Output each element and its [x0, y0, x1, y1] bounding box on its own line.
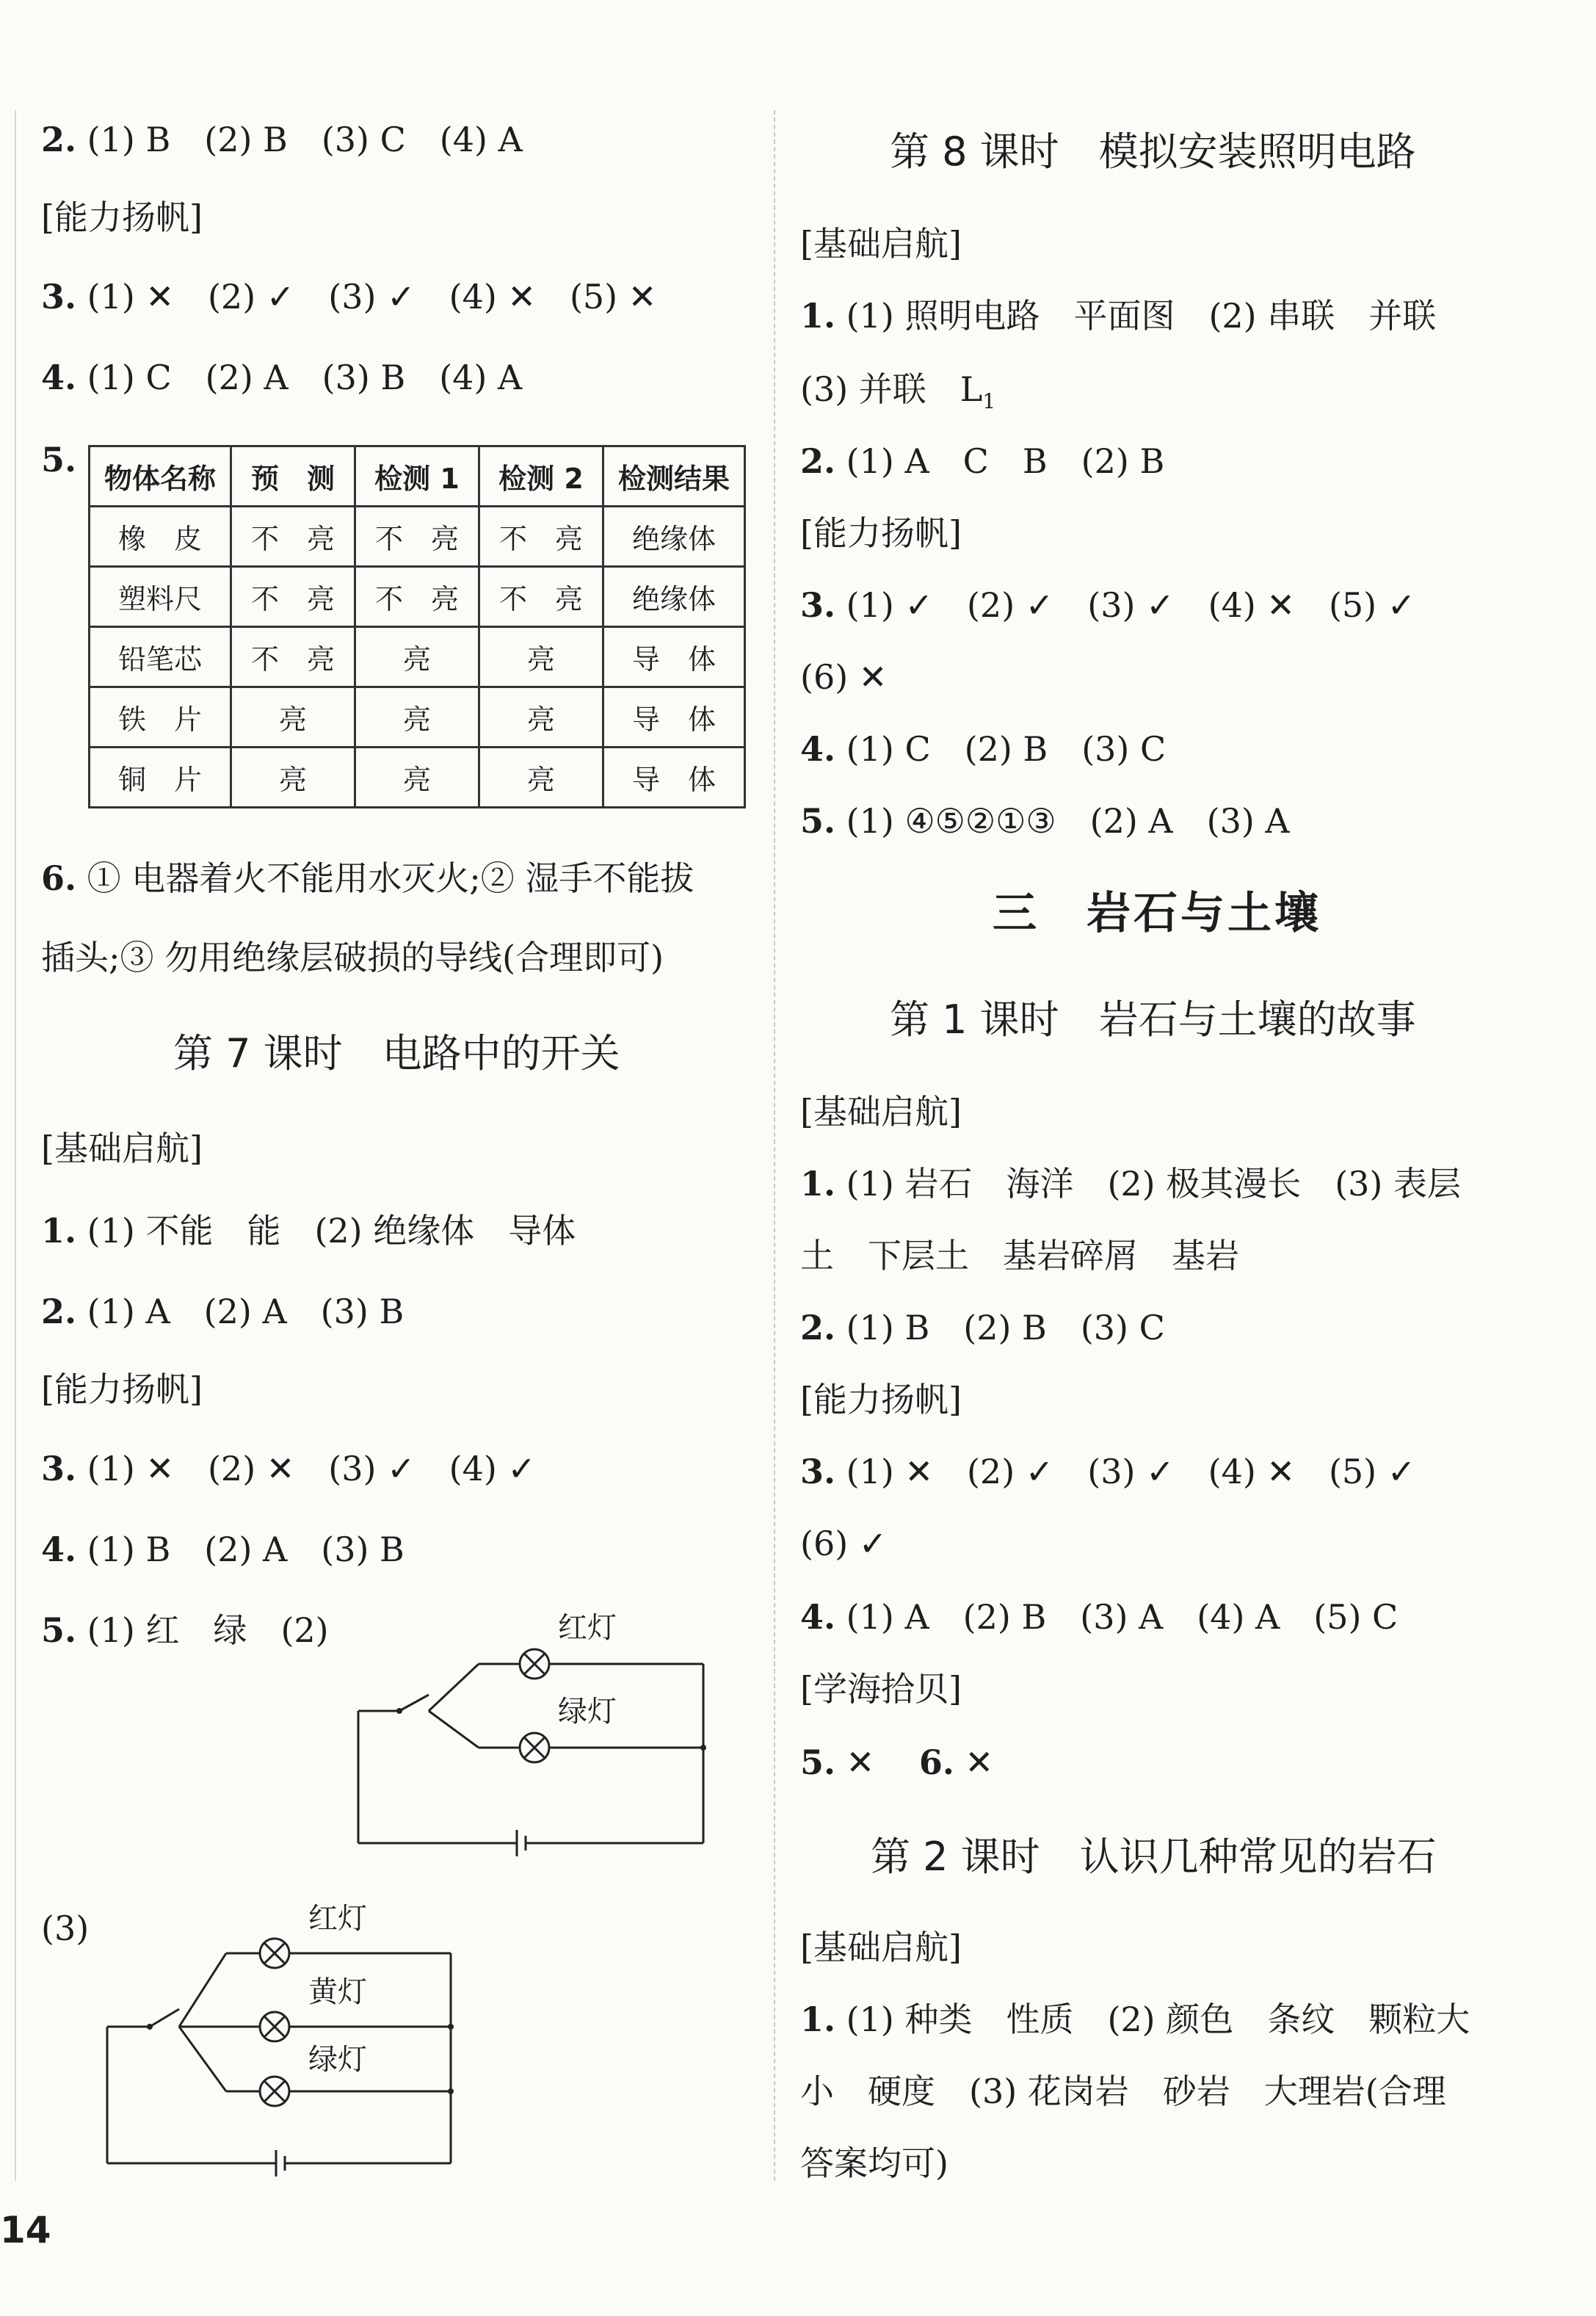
l8-answer-q4: 4. (1) C (2) B (3) C [800, 729, 1167, 769]
left-margin-line [15, 110, 16, 2181]
circuit-wire [179, 2027, 226, 2091]
table-cell: 橡 皮 [90, 507, 231, 567]
lesson-7-title: 第 7 课时 电路中的开关 [173, 1030, 620, 1076]
table-row [90, 627, 745, 687]
table-header: 检测 2 [479, 446, 603, 507]
table-cell: 亮 [479, 687, 603, 748]
lesson-2-title: 第 2 课时 认识几种常见的岩石 [871, 1834, 1437, 1880]
table-cell: 亮 [479, 748, 603, 808]
l7-answer-q5: 5. (1) 红 绿 (2) [41, 1610, 329, 1650]
lamp-label-green: 绿灯 [308, 2043, 367, 2077]
table-row [90, 507, 745, 567]
table-header: 检测结果 [603, 446, 745, 507]
lamp-label-green: 绿灯 [558, 1695, 617, 1729]
l8-answer-q3-line1: 3. (1) ✓ (2) ✓ (3) ✓ (4) ✕ (5) ✓ [800, 585, 1416, 625]
section-basic: [基础启航] [800, 224, 962, 264]
table-cell: 导 体 [603, 627, 745, 687]
u1-answer-q3-line2: (6) ✓ [800, 1524, 888, 1563]
table-cell: 不 亮 [231, 567, 355, 627]
answer-q4: 4. (1) C (2) A (3) B (4) A [41, 358, 523, 397]
table-cell: 亮 [231, 687, 355, 748]
u1-answer-q1-line2: 土 下层土 基岩碎屑 基岩 [800, 1236, 1239, 1275]
column-divider [774, 110, 775, 2181]
answer-q6-line2: 插头;③ 勿用绝缘层破损的导线(合理即可) [41, 938, 664, 977]
table-cell: 亮 [355, 687, 479, 748]
u1-answer-q4: 4. (1) A (2) B (3) A (4) A (5) C [800, 1597, 1399, 1637]
section-learn: [学海拾贝] [800, 1669, 962, 1709]
table-header-row [90, 446, 745, 507]
answer-q5-number: 5. [41, 440, 77, 480]
table-header: 物体名称 [90, 446, 231, 507]
lamp-label-red: 红灯 [308, 1902, 367, 1936]
table-row [90, 748, 745, 808]
table-cell: 绝缘体 [603, 507, 745, 567]
table-cell: 亮 [479, 627, 603, 687]
answer-q3: 3. (1) ✕ (2) ✓ (3) ✓ (4) ✕ (5) ✕ [41, 277, 657, 316]
u2-answer-q1-line2: 小 硬度 (3) 花岗岩 砂岩 大理岩(合理 [800, 2071, 1446, 2111]
u2-answer-q1-line1: 1. (1) 种类 性质 (2) 颜色 条纹 颗粒大 [800, 2000, 1470, 2039]
table-cell: 亮 [231, 748, 355, 808]
table-cell: 不 亮 [355, 567, 479, 627]
lamp-label-yellow: 黄灯 [308, 1975, 367, 2009]
table-cell: 不 亮 [231, 627, 355, 687]
lesson-1-title: 第 1 课时 岩石与土壤的故事 [890, 996, 1416, 1043]
section-basic: [基础启航] [41, 1129, 203, 1168]
u1-answer-q1-line1: 1. (1) 岩石 海洋 (2) 极其漫长 (3) 表层 [800, 1164, 1461, 1204]
lesson-8-title: 第 8 课时 模拟安装照明电路 [890, 129, 1416, 175]
unit-3-title: 三 岩石与土壤 [993, 888, 1321, 939]
circuit-wire [429, 1711, 479, 1748]
conductor-test-table [88, 445, 746, 808]
table-cell: 亮 [355, 627, 479, 687]
u2-answer-q1-line3: 答案均可) [800, 2143, 948, 2183]
circuit-diagram-two-lamps [352, 1608, 719, 1858]
section-ability: [能力扬帆] [41, 1369, 203, 1409]
table-header: 检测 1 [355, 446, 479, 507]
table-cell: 导 体 [603, 748, 745, 808]
section-basic: [基础启航] [800, 1092, 962, 1132]
table-cell: 导 体 [603, 687, 745, 748]
table-cell: 铜 片 [90, 748, 231, 808]
circuit-diagram-three-lamps [103, 1895, 463, 2181]
table-cell: 铅笔芯 [90, 627, 231, 687]
l8-answer-q5: 5. (1) ④⑤②①③ (2) A (3) A [800, 801, 1290, 841]
table-header: 预 测 [231, 446, 355, 507]
switch-blade [399, 1695, 429, 1711]
lamp-label-red: 红灯 [558, 1611, 617, 1645]
circuit-wire [429, 1664, 479, 1711]
circuit-wire [179, 1953, 226, 2027]
section-ability: [能力扬帆] [41, 198, 203, 237]
l8-answer-q1-line1: 1. (1) 照明电路 平面图 (2) 串联 并联 [800, 296, 1437, 336]
table-cell: 绝缘体 [603, 567, 745, 627]
table-cell: 不 亮 [479, 567, 603, 627]
l8-answer-q3-line2: (6) ✕ [800, 657, 888, 697]
l7-answer-q3: 3. (1) ✕ (2) ✕ (3) ✓ (4) ✓ [41, 1449, 536, 1488]
u1-answer-q2: 2. (1) B (2) B (3) C [800, 1308, 1165, 1347]
table-row [90, 567, 745, 627]
table-cell: 不 亮 [355, 507, 479, 567]
section-ability: [能力扬帆] [800, 1380, 962, 1419]
l7-answer-q5-part3: (3) [41, 1908, 90, 1948]
table-cell: 亮 [355, 748, 479, 808]
switch-blade [150, 2009, 179, 2027]
table-cell: 不 亮 [231, 507, 355, 567]
l8-answer-q1-line2: (3) 并联 $L_1$ [800, 369, 996, 414]
table-cell: 塑料尺 [90, 567, 231, 627]
page-number: 14 [0, 2209, 51, 2251]
l7-answer-q2: 2. (1) A (2) A (3) B [41, 1292, 405, 1331]
section-ability: [能力扬帆] [800, 513, 962, 553]
answer-q2: 2. (1) B (2) B (3) C (4) A [41, 120, 523, 159]
section-basic: [基础启航] [800, 1928, 962, 1967]
l7-answer-q1: 1. (1) 不能 能 (2) 绝缘体 导体 [41, 1211, 576, 1251]
u1-answer-q5-q6: 5. ✕ 6. ✕ [800, 1743, 994, 1782]
u1-answer-q3-line1: 3. (1) ✕ (2) ✓ (3) ✓ (4) ✕ (5) ✓ [800, 1452, 1416, 1491]
table-cell: 铁 片 [90, 687, 231, 748]
answer-q6-line1: 6. ① 电器着火不能用水灭火;② 湿手不能拔 [41, 858, 694, 898]
l8-answer-q2: 2. (1) A C B (2) B [800, 441, 1165, 481]
l7-answer-q4: 4. (1) B (2) A (3) B [41, 1530, 405, 1569]
table-cell: 不 亮 [479, 507, 603, 567]
table-row [90, 687, 745, 748]
